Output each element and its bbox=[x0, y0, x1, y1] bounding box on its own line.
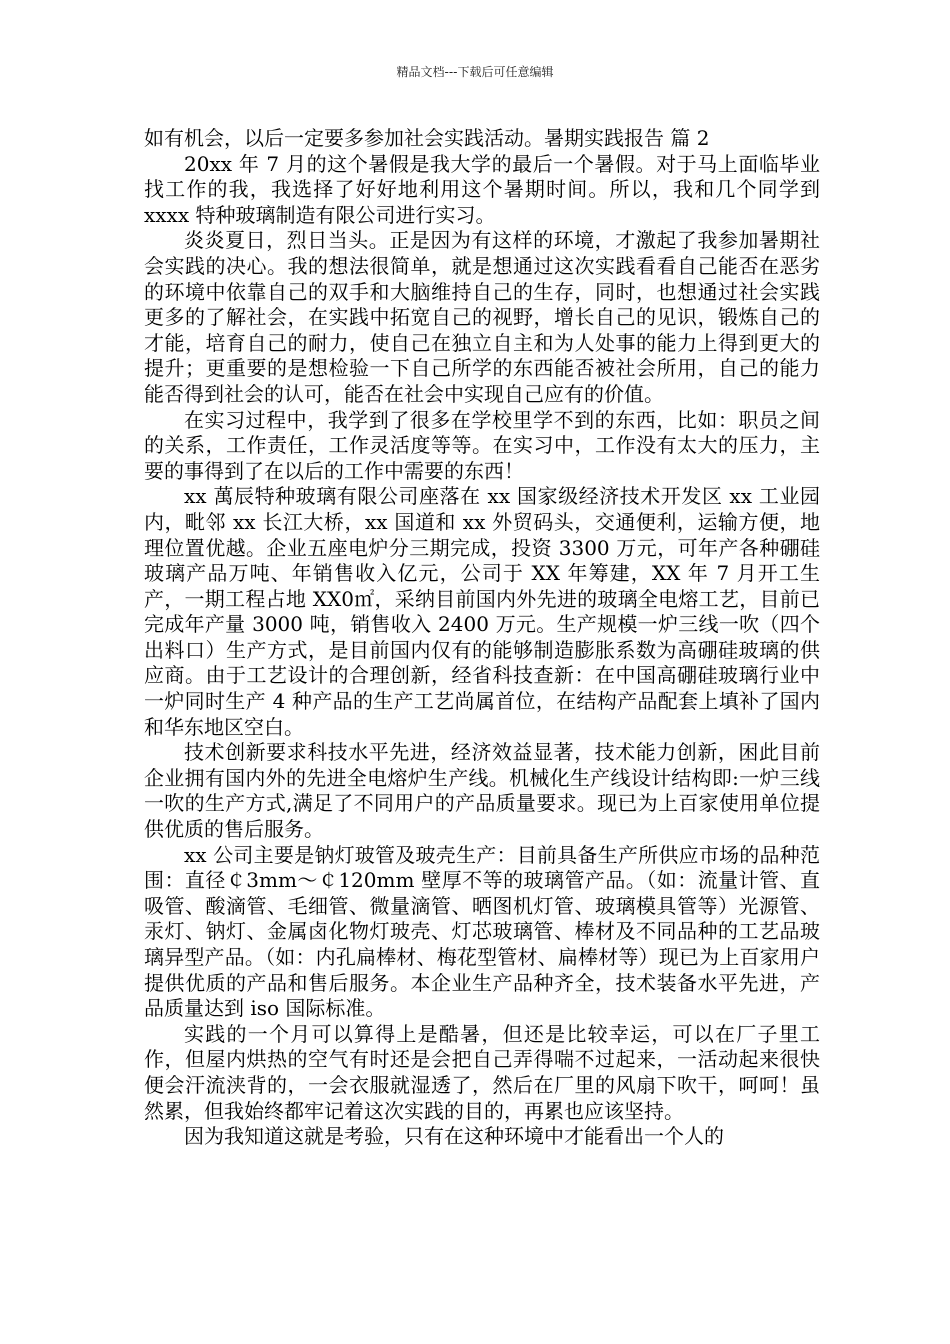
document-body bbox=[144, 126, 820, 1150]
paragraph: xx 公司主要是钠灯玻管及玻壳生产：目前具备生产所供应市场的品种范围：直径￠3mm～￠120mm 壁厚不等的玻璃管产品。（如：流量计管、直吸管、酸滴管、毛细管、微量滴管、晒图机灯管、玻璃模具管等）光源管、汞灯、钠灯、金属卤化物灯玻壳、灯芯玻璃管、棒材及不同品种的工艺品玻璃异型产品。（如：内孔扁棒材、梅花型管材、扁棒材等）现已为上百家用户提供优质的产品和售后服务。本企业生产品种齐全，技术装备水平先进，产品质量达到 iso 国际标准。 bbox=[144, 842, 820, 1021]
paragraph: 因为我知道这就是考验，只有在这种环境中才能看出一个人的 bbox=[184, 1124, 724, 1149]
paragraph: 实践的一个月可以算得上是酷暑，但还是比较幸运，可以在厂子里工作，但屋内烘热的空气有时还是会把自己弄得喘不过起来，一活动起来很快便会汗流浃背的，一会衣服就湿透了，然后在厂里的风扇下吹干，呵呵！虽然累，但我始终都牢记着这次实践的目的，再累也应该坚持。 bbox=[144, 1021, 820, 1123]
paragraph: 在实习过程中，我学到了很多在学校里学不到的东西，比如：职员之间的关系，工作责任，工作灵活度等等。在实习中，工作没有太大的压力，主要的事得到了在以后的工作中需要的东西！ bbox=[144, 407, 820, 483]
paragraph: 20xx 年 7 月的这个暑假是我大学的最后一个暑假。对于马上面临毕业找工作的我，我选择了好好地利用这个暑期时间。所以，我和几个同学到 xxxx 特种玻璃制造有限公司进行实习。 bbox=[144, 151, 820, 227]
paragraph: 如有机会，以后一定要多参加社会实践活动。暑期实践报告 篇 2 bbox=[144, 126, 710, 150]
page-header: 精品文档---下载后可任意编辑 bbox=[396, 65, 554, 79]
paragraph: 炎炎夏日，烈日当头。正是因为有这样的环境，才激起了我参加暑期社会实践的决心。我的想法很简单，就是想通过这次实践看看自己能否在恶劣的环境中依靠自己的双手和大脑维持自己的生存，同时，也想通过社会实践更多的了解社会，在实践中拓宽自己的视野，增长自己的见识，锻炼自己的才能，培育自己的耐力，使自己在独立自主和为人处事的能力上得到更大的提升；更重要的是想检验一下自己所学的东西能否被社会所用，自己的能力能否得到社会的认可，能否在社会中实现自己应有的价值。 bbox=[144, 228, 820, 406]
paragraph: 技术创新要求科技水平先进，经济效益显著，技术能力创新，困此目前企业拥有国内外的先进全电熔炉生产线。机械化生产线设计结构即:一炉三线一吹的生产方式,满足了不同用户的产品质量要求。现已为上百家使用单位提供优质的售后服务。 bbox=[144, 740, 820, 842]
paragraph: xx 萬辰特种玻璃有限公司座落在 xx 国家级经济技术开发区 xx 工业园内，毗邻 xx 长江大桥，xx 国道和 xx 外贸码头，交通便利，运输方便，地理位置优越。企业五座电炉分三期完成，投资 3300 万元，可年产各种硼硅玻璃产品万吨、年销售收入亿元，公司于 XX 年筹建，XX 年 7 月开工生产，一期工程占地 XX0㎡，采纳目前国内外先进的玻璃全电熔工艺，目前已完成年产量 3000 吨，销售收入 2400 万元。生产规模一炉三线一吹（四个出料口）生产方式，是目前国内仅有的能够制造膨胀系数为高硼硅玻璃的供应商。由于工艺设计的合理创新，经省科技查新：在中国高硼硅玻璃行业中一炉同时生产 4 种产品的生产工艺尚属首位，在结构产品配套上填补了国内和华东地区空白。 bbox=[144, 484, 820, 739]
